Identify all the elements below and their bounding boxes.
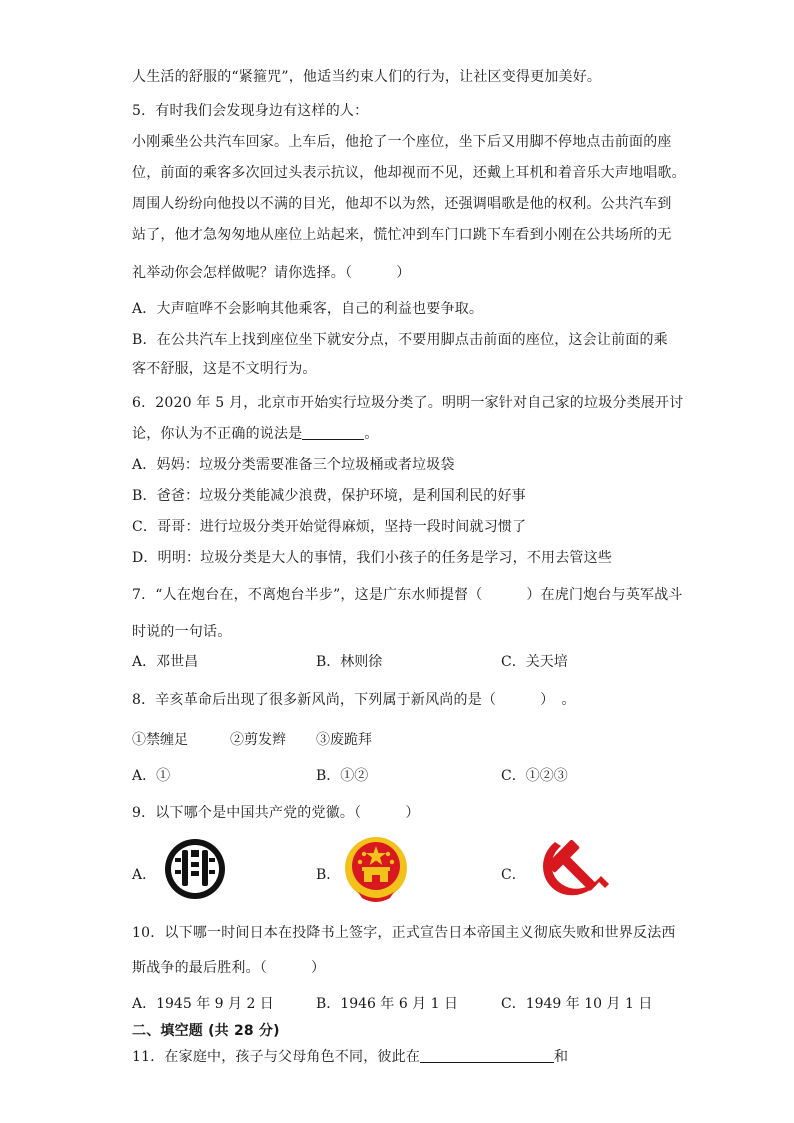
q5-option-b-cont: 客不舒服，这是不文明行为。 [132, 361, 317, 377]
q5-passage-line: 礼举动你会怎样做呢？请你选择。（ [132, 265, 353, 281]
q9-stem-text: 9．以下哪个是中国共产党的党徽。（ [132, 805, 362, 821]
q6-stem-cont [132, 423, 379, 443]
q6-stem-text: 论，你认为不正确的说法是 [132, 426, 303, 442]
q5-option-a: A．大声喧哗不会影响其他乘客，自己的利益也要争取。 [132, 301, 484, 317]
q5-passage-line: 位，前面的乘客多次回过头表示抗议，他却视而不见，还戴上耳机和着音乐大声地唱歌。 [132, 165, 686, 181]
q6-stem: 6．2020 年 5 月，北京市开始实行垃圾分类了。明明一家针对自己家的垃圾分类展开讨 [132, 395, 684, 411]
q5-passage-line: 周围人纷纷向他投以不满的目光，他却不以为然，还强调唱歌是他的权利。公共汽车到 [132, 196, 672, 212]
q8-stem [132, 689, 576, 709]
answer-blank[interactable] [302, 425, 364, 440]
q7-stem-text-end: ）在虎门炮台与英军战斗 [526, 587, 683, 603]
q10-option-a: A．1945 年 9 月 2 日 [132, 996, 274, 1012]
paren-close: ） [396, 265, 411, 281]
q8-option-b: B．①② [316, 768, 369, 784]
q5-option-b: B．在公共汽车上找到座位坐下就安分点，不要用脚点击前面的座位，这会让前面的乘 [132, 332, 668, 348]
q6-option-d: D．明明：垃圾分类是大人的事情，我们小孩子的任务是学习，不用去管这些 [132, 550, 613, 566]
intro-line: 人生活的舒服的“紧箍咒”，他适当约束人们的行为，让社区变得更加美好。 [132, 69, 602, 85]
answer-blank[interactable] [420, 1048, 554, 1063]
q10-stem-text: 斯战争的最后胜利。（ [132, 960, 267, 976]
q10-option-b: B．1946 年 6 月 1 日 [316, 996, 458, 1012]
q5-question-line [132, 262, 410, 282]
q11-stem-end: 和 [554, 1049, 569, 1065]
q5-stem: 5．有时我们会发现身边有这样的人： [132, 103, 369, 119]
q8-stem-end: ） 。 [540, 692, 576, 708]
q8-stem-text: 8．辛亥革命后出现了很多新风尚，下列属于新风尚的是（ [132, 692, 497, 708]
q8-option-c: C．①②③ [501, 768, 568, 784]
q8-option-a: A．① [132, 768, 171, 784]
q8-item-1: ①禁缠足 [132, 732, 188, 748]
q9-stem [132, 802, 420, 822]
q10-stem-cont [132, 957, 325, 977]
q9-stem-end: ） [405, 805, 420, 821]
q9-option-a: A． [132, 867, 157, 883]
hammer-and-sickle-emblem-image [533, 834, 609, 904]
q6-option-a: A．妈妈：垃圾分类需要准备三个垃圾桶或者垃圾袋 [132, 457, 455, 473]
q6-stem-end: 。 [364, 426, 379, 442]
q8-item-2: ②剪发辫 [230, 732, 286, 748]
q11-stem [132, 1046, 568, 1066]
peking-university-emblem-image [162, 836, 228, 902]
q7-option-c: C．关天培 [501, 654, 568, 670]
emblem-gate-door [372, 875, 380, 882]
q10-option-c: C．1949 年 10 月 1 日 [501, 996, 653, 1012]
q8-item-3: ③废跪拜 [316, 732, 372, 748]
q7-option-b: B．林则徐 [316, 654, 383, 670]
q9-option-b: B． [316, 867, 341, 883]
q7-stem-cont: 时说的一句话。 [132, 624, 232, 640]
q10-stem: 10．以下哪一时间日本在投降书上签字，正式宣告日本帝国主义彻底失败和世界反法西 [132, 925, 676, 941]
section-title: 二、填空题 (共 28 分) [132, 1023, 280, 1039]
emblem-gate-roof [362, 867, 390, 871]
q6-option-c: C．哥哥：进行垃圾分类开始觉得麻烦，坚持一段时间就习惯了 [132, 519, 527, 535]
q11-stem-text: 11．在家庭中，孩子与父母角色不同，彼此在 [132, 1049, 421, 1065]
q10-stem-end: ） [311, 960, 326, 976]
national-emblem-image [340, 834, 412, 906]
q6-option-b: B．爸爸：垃圾分类能减少浪费，保护环境，是利国利民的好事 [132, 488, 526, 504]
q7-stem [132, 584, 683, 604]
q7-option-a: A．邓世昌 [132, 654, 199, 670]
q9-option-c: C． [501, 867, 526, 883]
q7-stem-text: 7．“人在炮台在，不离炮台半步”，这是广东水师提督（ [132, 587, 483, 603]
q5-passage-line: 小刚乘坐公共汽车回家。上车后，他抢了一个座位，坐下后又用脚不停地点击前面的座 [132, 134, 672, 150]
q5-passage-line: 站了，他才急匆匆地从座位上站起来，慌忙冲到车门口跳下车看到小刚在公共场所的无 [132, 227, 672, 243]
